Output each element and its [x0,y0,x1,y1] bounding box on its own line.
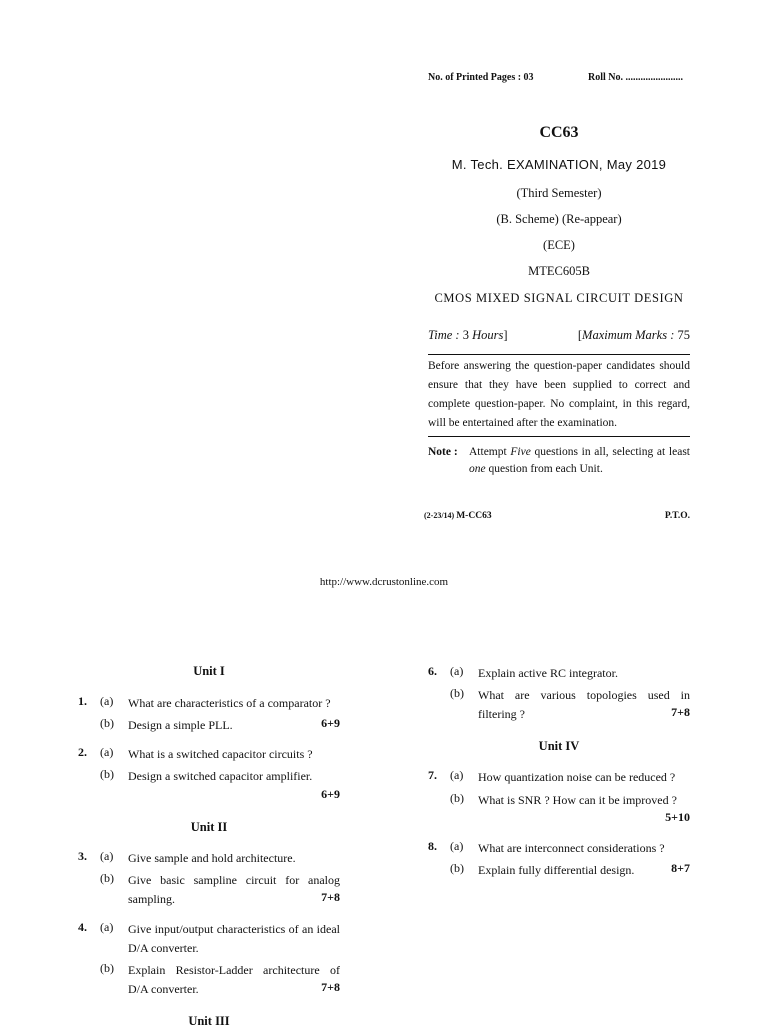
question-text: Design a simple PLL. [128,718,233,732]
question-text: What are various topologies used in filtering ? [478,688,690,721]
marks: 8+7 [671,861,690,875]
marks: 6+9 [321,716,340,730]
page-footer [424,511,690,521]
printed-pages: No. of Printed Pages : 03 [428,72,534,83]
question-text: Give basic sampline circuit for analog sampling. [128,873,340,906]
question-text: What is SNR ? How can it be improved ? [478,793,677,807]
part-label: (a) [100,745,114,759]
subject-title: CMOS MIXED SIGNAL CIRCUIT DESIGN [434,291,684,305]
instructions-box: Before answering the question-paper candidates should ensure that they have been supplied to correct and complete question-paper. No complaint, in this regard, will be entertained after the examination. [428,354,690,437]
question-text: Design a switched capacitor amplifier. [128,769,313,783]
question-text: Give sample and hold architecture. [128,851,296,865]
unit-heading-2: Unit II [190,820,228,834]
question-text: Give input/output characteristics of an ideal D/A converter. [128,922,340,955]
marks: 7+8 [321,890,340,904]
question-number: 7. [428,768,437,782]
question-text: Explain Resistor-Ladder architecture of D/A converter. [128,963,340,996]
exam-title: M. Tech. EXAMINATION, May 2019 [451,157,667,172]
question-text: What are characteristics of a comparator ? [128,696,331,710]
part-label: (a) [450,664,464,678]
question-text: Explain fully differential design. [478,863,635,877]
maximum-marks: [Maximum Marks : 75 [577,328,690,342]
paper-ref: (2-23/14) M-CC63 [424,511,492,521]
part-label: (a) [450,839,464,853]
question-8 [428,839,690,881]
part-label: (b) [100,716,114,730]
unit-heading-1: Unit I [193,664,225,678]
part-label: (b) [450,686,464,700]
header-line [428,72,690,83]
branch: (ECE) [543,238,575,252]
part-label: (a) [100,920,114,934]
source-url: http://www.dcrustonline.com [319,576,449,588]
note [428,444,690,478]
question-text: What are interconnect considerations ? [478,841,665,855]
time-marks-row [428,328,690,343]
marks: 7+8 [671,705,690,719]
question-3 [78,849,340,909]
marks: 5+10 [665,810,690,824]
right-column [428,660,690,900]
question-number: 4. [78,920,87,934]
question-2 [78,745,340,805]
marks: 7+8 [321,980,340,994]
question-number: 3. [78,849,87,863]
part-label: (b) [450,861,464,875]
part-label: (b) [100,961,114,975]
question-text: Explain active RC integrator. [478,666,618,680]
time-allowed: Time : 3 Hours] [428,328,508,342]
part-label: (b) [100,767,114,781]
pto: P.T.O. [664,511,690,521]
part-label: (a) [100,849,114,863]
question-number: 2. [78,745,87,759]
question-text: What is a switched capacitor circuits ? [128,747,313,761]
paper-code: MTEC605B [528,264,590,278]
question-1 [78,694,340,734]
unit-heading-3: Unit III [188,1014,230,1028]
semester: (Third Semester) [516,186,602,200]
question-number: 8. [428,839,437,853]
scheme: (B. Scheme) (Re-appear) [496,212,622,226]
part-label: (b) [450,791,464,805]
question-6 [428,664,690,724]
note-text: Attempt Five questions in all, selecting at least one question from each Unit. [469,446,690,475]
part-label: (a) [100,694,114,708]
question-4 [78,920,340,1000]
paper-code-title: CC63 [539,124,579,141]
unit-heading-4: Unit IV [538,739,580,753]
left-column [78,660,340,1028]
part-label: (b) [100,871,114,885]
note-label: Note : [428,446,458,458]
marks: 6+9 [321,787,340,801]
question-number: 6. [428,664,437,678]
question-text: How quantization noise can be reduced ? [478,770,676,784]
roll-number: Roll No. ....................... [588,72,683,83]
question-number: 1. [78,694,87,708]
part-label: (a) [450,768,464,782]
question-7 [428,768,690,828]
